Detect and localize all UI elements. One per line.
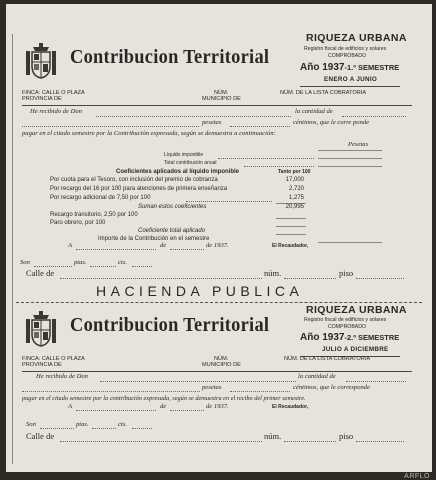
bottom-recaudador: El Recaudador, [272,404,309,410]
top-importe-value-line [318,242,382,243]
top-registro-fiscal: Registro fiscal de edificios y solares [304,46,387,52]
bottom-comprobado: COMPROBADO [328,324,367,330]
bottom-fecha-mes-field [170,410,204,411]
top-fecha-year: de 1937. [206,242,229,249]
top-transitorio-label: Recargo transitorio, 2,50 por 100 [50,212,138,218]
bottom-calle-field [60,441,262,442]
top-total-contrib-dots [244,166,314,167]
top-ptas-label: ptas. [74,259,87,266]
bottom-piso-field [356,441,404,442]
top-coef-row-2-label: Por recargo del 16 por 100 para atenciones de primera enseñanza [50,186,228,192]
top-ptas-field [90,266,116,267]
bottom-ptas-field [92,428,116,429]
bottom-calle-label: Calle de [26,431,55,441]
top-centimos-label: céntimos, que le corre ponde [293,119,370,126]
top-paro-label: Paro obrero, por 100 [50,220,106,226]
top-coef-title: Coeficientes aplicados al líquido imponible [116,169,240,175]
top-recibido-field [96,116,291,117]
bottom-cts-field [132,428,152,429]
top-fecha-a: A [68,242,73,249]
bottom-riqueza-urbana: RIQUEZA URBANA [306,304,407,316]
bottom-num-label: NÚM. [214,356,229,362]
bottom-son-field [40,428,74,429]
bottom-fecha-a: A [68,403,73,410]
coat-of-arms-icon [24,310,58,348]
top-suman-label: Suman estos coeficientes [138,204,207,210]
top-coef-row-1-label: Por cuota para el Tesoro, con inclusión del premio de cobranza [50,177,218,183]
top-pesetas-label: pesetas [202,119,222,126]
top-pesetas-field [230,126,290,127]
top-paro-value-line [276,226,306,227]
top-header-rule [22,105,412,106]
bottom-cts-label: cts. [118,421,127,428]
coat-of-arms-icon [24,42,58,80]
hacienda-publica-divider: HACIENDA PUBLICA [96,283,304,299]
top-fecha-lugar-field [76,249,156,250]
bottom-fecha-lugar-field [76,410,156,411]
bottom-cantidad-label: la cantidad de [298,373,336,380]
perforation-line [16,302,422,303]
bottom-provincia-label: PROVINCIA DE [22,362,62,368]
top-coef-row-2-value: 2,720 [288,186,304,192]
bottom-amount-words-field [22,391,200,392]
top-finca-label: FINCA: CALLE O PLAZA [22,90,85,96]
bottom-fecha-de: de [160,403,167,410]
bottom-lista-label: NÚM. DE LA LISTA COBRATORIA [284,356,371,362]
bottom-cantidad-field [346,381,406,382]
top-recaudador: El Recaudador, [272,243,309,249]
top-total-contrib-label: Total contribución anual [164,160,217,166]
top-liquido-value-line [318,158,382,159]
bottom-centimos-label: céntimos, que le corresponde [293,384,371,391]
top-year: Año 1937-1.º SEMESTRE [300,62,400,73]
bottom-recibido-field [100,381,296,382]
top-amount-words-field [22,126,199,127]
archive-watermark: ARFLO [404,473,430,480]
top-cantidad-label: la cantidad de [295,108,333,115]
bottom-finca-label: FINCA: CALLE O PLAZA [22,356,85,362]
top-cantidad-field [342,116,406,117]
top-tanto-header: Tanto por 100 [278,169,311,175]
top-receipt-title: Contribucion Territorial [70,46,270,68]
top-piso-label: piso [339,268,354,278]
bottom-fecha-year: de 1937. [206,403,229,410]
top-comprobado: COMPROBADO [328,53,367,59]
bottom-num2-field [284,441,336,442]
bottom-registro-fiscal: Registro fiscal de edificios y solares [304,317,387,323]
top-fecha-mes-field [170,249,204,250]
top-total-contrib-value-line [318,166,382,167]
top-importe-label: Importe de la Contribución en el semestre [98,236,210,242]
bottom-period: JULIO A DICIEMBRE [322,346,389,353]
tax-receipt-sheet [6,4,432,472]
top-cts-field [132,266,152,267]
bottom-num2-label: núm. [264,431,282,441]
bottom-pesetas-label: pesetas [202,384,222,391]
top-calle-field [60,278,262,279]
top-liquido-label: Líquido imponible [164,152,204,158]
top-pagar-text: pagar en el citado semestre por la Contribución expresada, según se demuestra a continuación: [22,130,276,137]
top-period: ENERO A JUNIO [324,76,378,83]
top-riqueza-urbana: RIQUEZA URBANA [306,32,407,44]
top-suman-value: 20,995 [285,204,304,210]
top-provincia-label: PROVINCIA DE [22,96,62,102]
top-transitorio-value-line [276,218,306,219]
top-calle-label: Calle de [26,268,55,278]
bottom-piso-label: piso [339,431,354,441]
top-coef-row-1-value: 17,000 [285,177,304,183]
bottom-receipt-title: Contribucion Territorial [70,314,270,336]
bottom-pesetas-field [230,391,290,392]
top-cts-label: cts. [118,259,127,266]
top-piso-field [356,278,404,279]
top-coef-row-3-label: Por recargo adicional de 7,50 por 100 [50,195,151,201]
top-period-underline [300,86,400,87]
top-son-field [34,266,72,267]
bottom-header-rule [22,371,412,372]
top-num2-label: núm. [264,268,282,278]
top-num2-field [284,278,336,279]
top-num-label: NÚM. [214,90,229,96]
top-coef-row-3-value: 1,275 [288,195,304,201]
top-lista-label: NÚM. DE LA LISTA COBRATORIA [280,90,367,96]
top-municipio-label: MUNICIPIO DE [202,96,241,102]
bottom-municipio-label: MUNICIPIO DE [202,362,241,368]
top-pesetas-column-header: Pesetas [348,141,369,148]
top-liquido-dots [218,158,314,159]
bottom-son-label: Son [26,421,36,428]
bottom-recibido-label: He recibido de Don [36,373,88,380]
top-recibido-label: He recibido de Don [30,108,82,115]
bottom-pagar-text: pagar en el citado semestre por la contribución expresada, según se demuestra en el recibo del primer semestre. [22,395,306,402]
top-coef-total-value-line [276,234,306,235]
bottom-ptas-label: ptas. [76,421,89,428]
top-fecha-de: de [160,242,167,249]
bottom-year: Año 1937-2.º SEMESTRE [300,332,400,343]
top-son-label: Son [20,259,30,266]
top-coef-row-3-dots [186,201,272,202]
top-pesetas-column-rule [318,150,382,151]
top-coef-total-label: Coeficiente total aplicado [138,228,206,234]
